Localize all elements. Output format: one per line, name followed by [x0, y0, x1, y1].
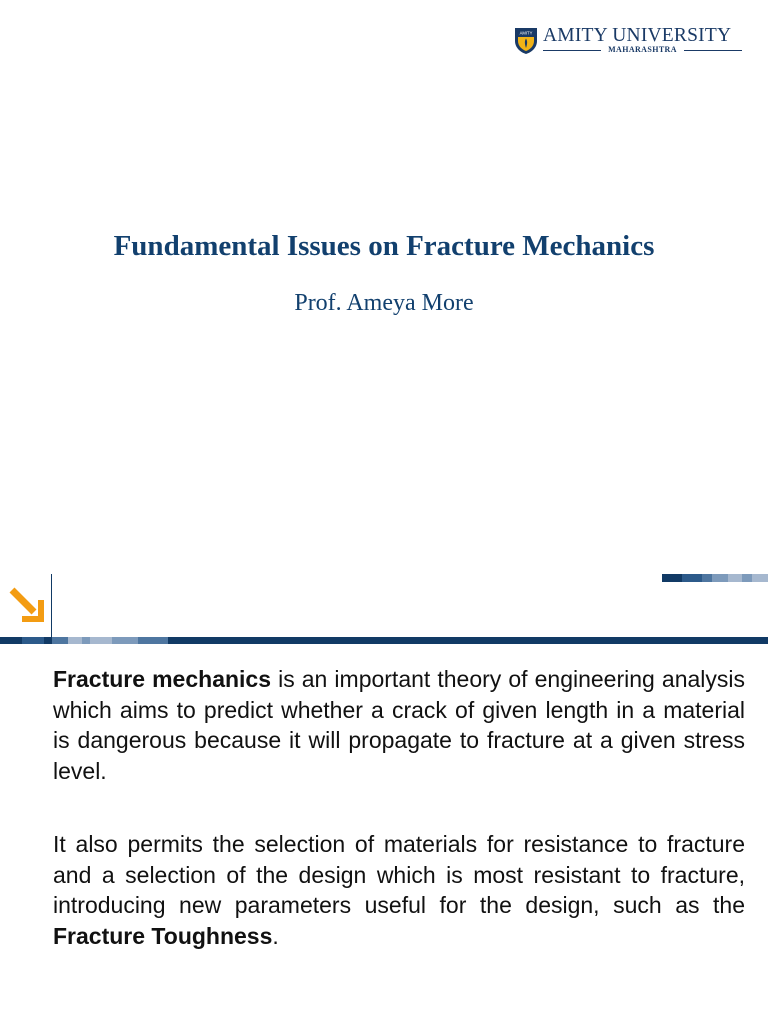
term-fracture-mechanics: Fracture mechanics: [53, 666, 272, 692]
university-logo: [512, 26, 744, 56]
bar-segment: [682, 574, 702, 582]
bar-segment: [662, 574, 682, 582]
shield-icon: [514, 27, 538, 55]
bar-segment: [742, 574, 752, 582]
bar-segment: [90, 637, 112, 644]
decorative-bar-bottom-left: [0, 637, 168, 644]
term-fracture-toughness: Fracture Toughness: [53, 922, 273, 949]
bar-segment: [0, 637, 22, 644]
bar-segment: [82, 637, 90, 644]
bar-segment: [52, 637, 68, 644]
bar-segment: [68, 637, 82, 644]
bar-segment: [752, 574, 768, 582]
bar-segment: [728, 574, 742, 582]
bar-segment: [112, 637, 138, 644]
orange-arrow-icon: [8, 586, 46, 624]
bar-segment: [22, 637, 44, 644]
bar-segment: [138, 637, 168, 644]
svg-text:AMITY: AMITY: [519, 30, 533, 36]
bar-segment: [702, 574, 712, 582]
paragraph-selection-text: It also permits the selection of materials for resistance to fracture and a selection of the design which is most resistant to fracture, introducing new parameters useful for the design, such as the: [53, 831, 745, 918]
decorative-bar-top-right: [662, 574, 768, 582]
paragraph-selection-tail: .: [272, 922, 279, 949]
paragraph-definition: [53, 664, 745, 786]
campus-name: MAHARASHTRA: [608, 45, 677, 54]
slide-author: Prof. Ameya More: [294, 290, 474, 316]
vertical-divider: [51, 574, 52, 637]
slide-title: Fundamental Issues on Fracture Mechanics: [113, 230, 655, 262]
bar-segment: [712, 574, 728, 582]
bar-segment: [44, 637, 52, 644]
campus-row: [543, 45, 742, 55]
paragraph-definition-text: is an important theory of engineering analysis which aims to predict whether a crack of given length in a material is dangerous because it will propagate to fracture at a given stress level.: [53, 666, 745, 784]
university-name: AMITY UNIVERSITY: [543, 25, 732, 46]
paragraph-selection: [53, 829, 745, 951]
decorative-bar-bottom-main: [168, 637, 768, 644]
